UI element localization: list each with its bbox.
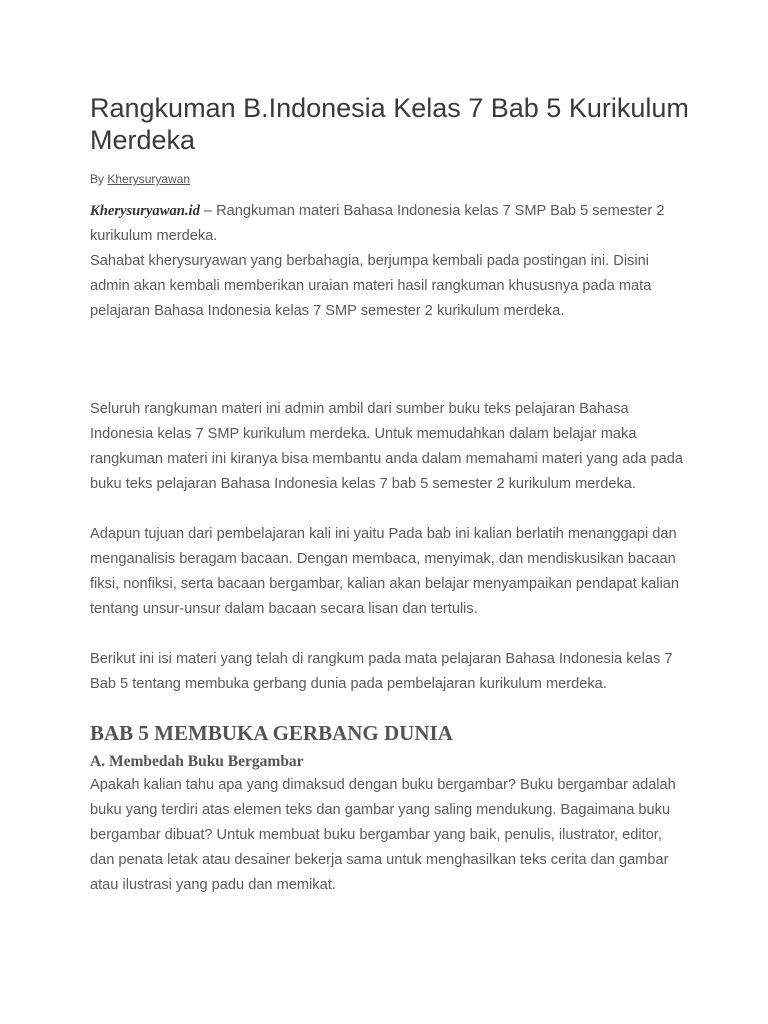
byline (90, 171, 690, 187)
ad-gap (90, 324, 690, 397)
greeting-text: Sahabat kherysuryawan yang berbahagia, berjumpa kembali pada postingan ini. Disini admin akan kembali memberikan uraian materi hasil rangkuman khususnya pada mata pelajaran Bahasa Indonesia kelas 7 SMP semester 2 kurikulum merdeka. (90, 253, 652, 319)
paragraph-gap (90, 497, 690, 522)
site-name: Kherysuryawan.id (90, 203, 200, 219)
paragraph-gap (90, 622, 690, 647)
section-a-paragraph: Apakah kalian tahu apa yang dimaksud dengan buku bergambar? Buku bergambar adalah buku yang terdiri atas elemen teks dan gambar yang saling mendukung. Bagaimana buku bergambar dibuat? Untuk membuat buku bergambar yang baik, penulis, ilustrator, editor, dan penata letak atau desainer bekerja sama untuk menghasilkan teks cerita dan gambar atau ilustrasi yang padu dan memikat. (90, 777, 676, 893)
source-paragraph: Seluruh rangkuman materi ini admin ambil dari sumber buku teks pelajaran Bahasa Indonesia kelas 7 SMP kurikulum merdeka. Untuk memudahkan dalam belajar maka rangkuman materi ini kiranya bisa membantu anda dalam memahami materi yang ada pada buku teks pelajaran Bahasa Indonesia kelas 7 bab 5 semester 2 kurikulum merdeka. (90, 401, 683, 492)
list-intro-paragraph: Berikut ini isi materi yang telah di rangkum pada mata pelajaran Bahasa Indonesia kelas 7 Bab 5 tentang membuka gerbang dunia pada pembelajaran kurikulum merdeka. (90, 651, 673, 692)
section-a-heading: A. Membedah Buku Bergambar (90, 753, 304, 770)
author-link[interactable]: Kherysuryawan (107, 172, 191, 186)
intro-paragraph (90, 199, 690, 324)
intro-text: – Rangkuman materi Bahasa Indonesia kelas 7 SMP Bab 5 semester 2 kurikulum merdeka. (90, 203, 665, 244)
goal-paragraph: Adapun tujuan dari pembelajaran kali ini yaitu Pada bab ini kalian berlatih menanggapi dan menganalisis beragam bacaan. Dengan membaca, menyimak, dan mendiskusikan bacaan fiksi, nonfiksi, serta bacaan bergambar, kalian akan belajar menyampaikan pendapat kalian tentang unsur-unsur dalam bacaan secara lisan dan tertulis. (90, 526, 679, 617)
chapter-heading: BAB 5 MEMBUKA GERBANG DUNIA (90, 721, 453, 745)
byline-prefix: By (90, 172, 105, 186)
article-title: Rangkuman B.Indonesia Kelas 7 Bab 5 Kurikulum Merdeka (90, 93, 689, 155)
article (90, 92, 690, 898)
